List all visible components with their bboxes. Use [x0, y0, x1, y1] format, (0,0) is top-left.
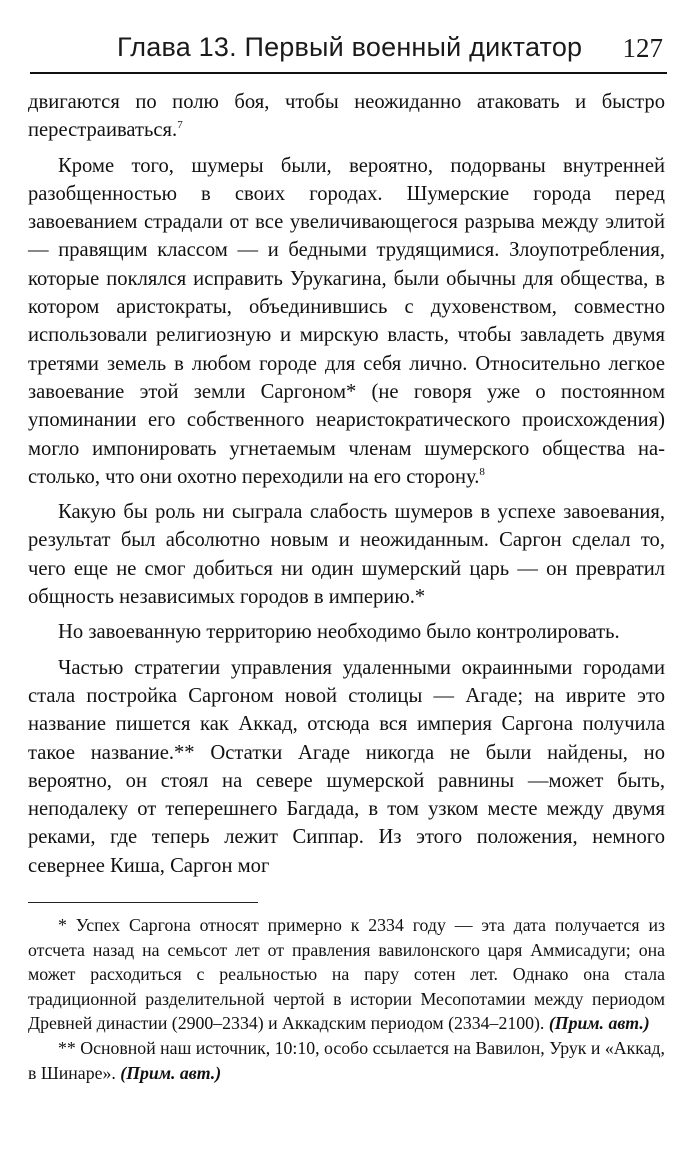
- footnotes: [28, 913, 665, 1085]
- paragraph: [28, 654, 665, 880]
- paragraph-text: Какую бы роль ни сыграла слабость шумеров в успехе завоевания, результат был абсолютно новым и неожиданным. Саргон сделал то, чего еще не смог добиться ни один шумерский царь — он превратил общность независимых городов в империю.*: [28, 501, 665, 609]
- footnote-text: * Успех Саргона относят примерно к 2334 году — эта дата получается из отсчета назад на семьсот лет от правления вавилонского царя Аммисадуги; она может расходиться с реальностью на пару сотен лет. Однако она стала традиционной разделительной чертой в истории Месопотамии между периодом Древней династии (2900–2334) и Аккадским периодом (2334–2100).: [28, 915, 665, 1034]
- page-number: 127: [622, 33, 663, 63]
- paragraph-text: двигаются по полю боя, чтобы неожиданно атаковать и быстро перестраиваться.: [28, 91, 665, 142]
- paragraph: [28, 88, 665, 145]
- footnote-attribution: (Прим. авт.): [120, 1062, 222, 1083]
- paragraph-text: Кроме того, шумеры были, вероятно, подорваны внутренней разобщенностью в своих городах. Шумерские города перед завоеванием страдали от все увеличивающегося разрыва между элитой — правящим классом — и бедными трудящимися. Злоупотребления, которые поклялся исправить Урукагина, были обычны для общества, в котором аристократы, объединившись с духовенством, совместно использовали религиозную и мирскую власть, чтобы завладеть двумя третями земель в любом городе для себя лично. Относительно легкое завоевание этой земли Саргоном* (не говоря уже о постоянном упоминании его собственного неаристократического происхождения) могло импонировать угнетаемым членам шумерского общества настолько, что они охотно переходили на его сторону.: [28, 154, 665, 488]
- footnote-attribution: (Прим. авт.): [548, 1013, 650, 1034]
- footnote: [28, 1036, 665, 1085]
- endnote-marker: 7: [177, 119, 183, 132]
- paragraph: [28, 618, 665, 646]
- footnote: [28, 913, 665, 1036]
- paragraph: [28, 152, 665, 492]
- paragraph-text: Частью стратегии управления удаленными окраинными городами стала постройка Саргоном новой столицы — Агаде; на иврите это название пишется как Аккад, отсюда вся империя Саргона получила такое название.** Остатки Агаде никогда не были найдены, но вероятно, он стоял на севере шумерской равнины —может быть, неподалеку от теперешнего Багдада, в том узком месте между двумя реками, где теперь лежит Сиппар. Из этого положения, немного севернее Киша, Саргон мог: [28, 656, 665, 877]
- page-header: [30, 22, 667, 74]
- endnote-marker: 8: [479, 465, 485, 478]
- body-text: [28, 88, 665, 880]
- footnote-separator: [28, 902, 258, 903]
- footnote-text: ** Основной наш источник, 10:10, особо ссылается на Вавилон, Урук и «Аккад, в Шинаре».: [28, 1037, 665, 1083]
- running-title: Глава 13. Первый военный диктатор: [117, 32, 583, 62]
- paragraph: [28, 498, 665, 611]
- paragraph-text: Но завоеванную территорию необходимо было контролировать.: [58, 621, 620, 644]
